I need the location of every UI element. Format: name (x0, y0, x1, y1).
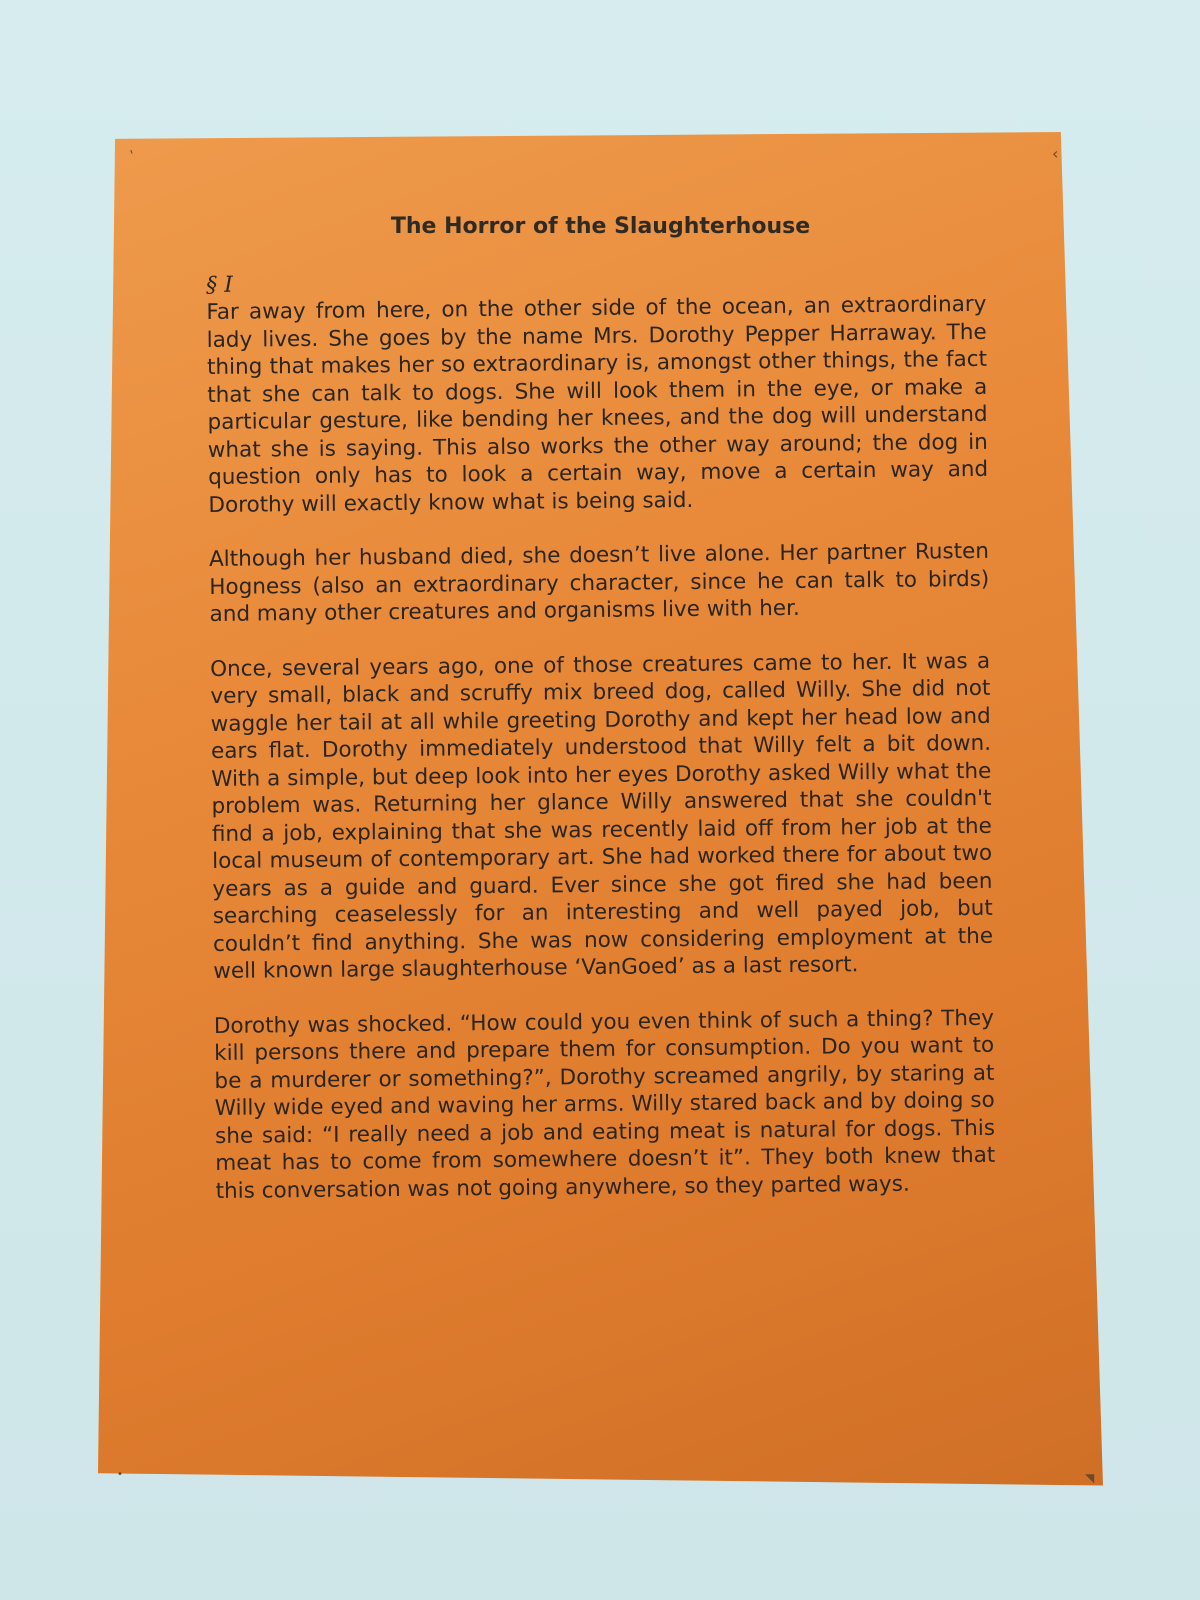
section-mark: § I (206, 272, 233, 298)
paragraph: Dorothy was shocked. “How could you even think of such a thing? They kill persons there and prepare them for consumption. Do you want to be a murderer or something?”, Dorothy screamed angrily, by staring at Willy wide eyed and waving her arms. Willy stared back and by doing so she said: “I really need a job and eating meat is natural for dogs. This meat has to come from somewhere doesn’t it”. They both knew that this conversation was not going anywhere, so they parted ways. (213, 1005, 996, 1204)
paragraph: Once, several years ago, one of those creatures came to her. It was a very small, black and scruffy mix breed dog, called Willy. She did not waggle her tail at all while greeting Dorothy and kept her head low and ears flat. Dorothy immediately understood that Willy felt a bit down. With a simple, but deep look into her eyes Dorothy asked Willy what the problem was. Returning her glance Willy answered that she couldn't find a job, explaining that she was recently laid off from her job at the local museum of contemporary art. She had worked there for about two years as a guide and guard. Ever since she got fired she had been searching ceaselessly for an interesting and well payed job, but couldn’t find anything. She was now considering employment at the well known large slaughterhouse ‘VanGoed’ as a last resort. (210, 648, 994, 984)
pin-icon: • (117, 1469, 123, 1480)
pin-icon: ‹ (1052, 144, 1059, 163)
pin-icon: ˋ (123, 147, 138, 168)
document-title: The Horror of the Slaughterhouse (390, 214, 811, 239)
pin-icon: ◥ (1085, 1471, 1095, 1485)
document-body (206, 264, 996, 1205)
paragraph: Although her husband died, she doesn’t live alone. Her partner Rusten Hogness (also an extraordinary character, since he can talk to birds) and many other creatures and organisms live with her. (208, 538, 990, 627)
paragraph: Far away from here, on the other side of the ocean, an extraordinary lady lives. She goes by the name Mrs. Dorothy Pepper Harraway. The thing that makes her so extraordinary is, amongst other things, the fact that she can talk to dogs. She will look them in the eye, or make a particular gesture, like bending her knees, and the dog will understand what she is saying. This also works the other way around; the dog in question only has to look a certain way, move a certain way and Dorothy will exactly know what is being said. (206, 291, 989, 518)
